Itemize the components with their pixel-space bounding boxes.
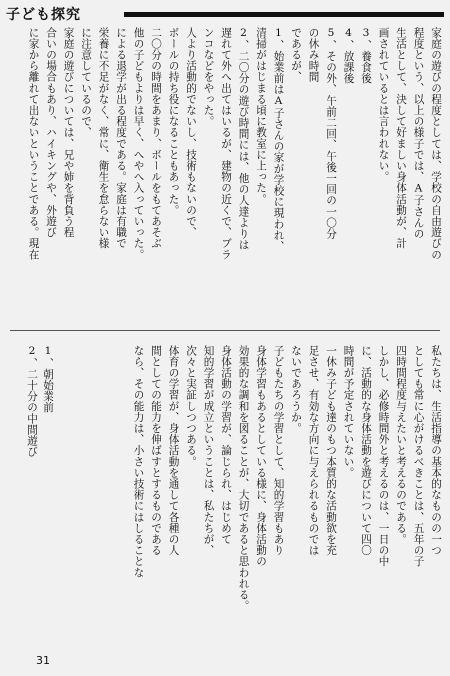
bottom_columns-column: 体育の学習が、身体活動を通して各種の人 (167, 345, 180, 556)
sub-item: 1、朝始業前 (42, 345, 54, 413)
top_columns-column: であるが、 (290, 27, 302, 83)
top_columns-column: 家庭の遊びについては、兄や姉を背負う程 (62, 27, 75, 238)
bottom_columns-column: 四時間程度与えたいと考えるのである。 (395, 345, 407, 545)
top_columns-column: 3、養食後 (360, 27, 372, 84)
top_columns-column: 遅れて外へ出てはいるが、建物の近くで、ブラ (220, 27, 232, 261)
bottom_columns-column: しかし、必修時間外と考えるのは、一日の中 (377, 345, 390, 567)
bottom_columns-column: 効果的な調和を図ることが、大切であると思われる。 (237, 345, 250, 612)
section-divider (10, 330, 440, 331)
bottom_columns-column: 子どもたちの学習として、知的学習もあり (272, 345, 285, 556)
top_columns-column: 家庭の遊びの程度としては、学校の自由遊びの (430, 27, 442, 261)
top_columns-column: 1、始業前はA子さんの家が学校に現われ、 (272, 27, 285, 252)
bottom_columns-column: 間としての能力を伸ばすとするものである (150, 345, 162, 556)
page-title: 子ども探究 (6, 7, 81, 23)
top_columns-column: による退学が出る程度である。家庭は有職で (115, 27, 127, 249)
top_columns-column: 二〇分の時間をあまり、ボールをもてあそぶ (150, 27, 162, 249)
top_columns-column: 生活として、決して好ましい身体活動が、計 (395, 27, 407, 249)
top_columns-column: 画されているとは言われない。 (377, 27, 390, 183)
top_columns-column: 合いの場合もあり、ハイキングや、外遊び (45, 27, 57, 238)
bottom_columns-column: 一休み子ども達のもつ本質的な活動欲を充 (325, 345, 337, 556)
bottom_columns-column: 足させ、有効な方向に与えられるものでは (307, 345, 320, 556)
bottom_columns-column: ないであろうか。 (290, 345, 302, 434)
top_columns-column: の休み時間 (307, 27, 320, 83)
bottom_columns-column: に、活動的な身体活動を遊びについて四〇 (360, 345, 372, 556)
bottom_columns-column: 身体活動の学習が、論じられ、はじめて (220, 345, 232, 545)
top_columns-column: 程度という、以上の様子では、A子さんの (412, 27, 425, 240)
top_columns-column: ボールの持ち役になることもあった。 (167, 27, 180, 216)
bottom_columns-column: 時間が予定されていない。 (342, 345, 355, 479)
top_columns-column: 人より活動的でないし、技術もないので、 (185, 27, 197, 238)
top_columns-column: ンコなどをやった。 (202, 27, 215, 127)
bottom_columns-column: としても常に心がけるべきことは、五年の子 (412, 345, 425, 567)
bottom_columns-column: なら、その能力は、小さい技術にはしることな (132, 345, 145, 579)
header-rule (124, 12, 444, 17)
sub-item: 2、二十分の中間遊び (26, 345, 38, 458)
top_columns-column: 清掃がはじまる頃に教室に上った。 (255, 27, 267, 205)
top_columns-column: 4、放課後 (342, 27, 355, 84)
top_columns-column: 2、二〇分の遊び時間には、他の人達よりは (237, 27, 250, 251)
top_columns-column: 5、その外、午前二回、午後一回の一〇分 (325, 27, 337, 240)
top_columns-column: に家から離れて出ないということである。現在 (27, 27, 40, 261)
top_columns-column: に注意しているので、 (80, 27, 92, 138)
bottom_columns-column: 身体学習もあるとしている様に、身体活動の (255, 345, 267, 567)
page-number: 31 (36, 654, 50, 667)
bottom_columns-column: 私たちは、生活指導の基本的なものの一つ (430, 345, 442, 556)
bottom_columns-column: 知的学習が成立ということは、私たちが、 (202, 345, 215, 556)
page-header (6, 4, 444, 24)
top_columns-column: 栄養に不足がなく、常に、衛生を怠らない様 (97, 27, 110, 249)
bottom_columns-column: 次々と実証しつつある。 (185, 345, 197, 468)
top_columns-column: 他の子どもよりは早く、へやへ入っていった。 (132, 27, 145, 261)
